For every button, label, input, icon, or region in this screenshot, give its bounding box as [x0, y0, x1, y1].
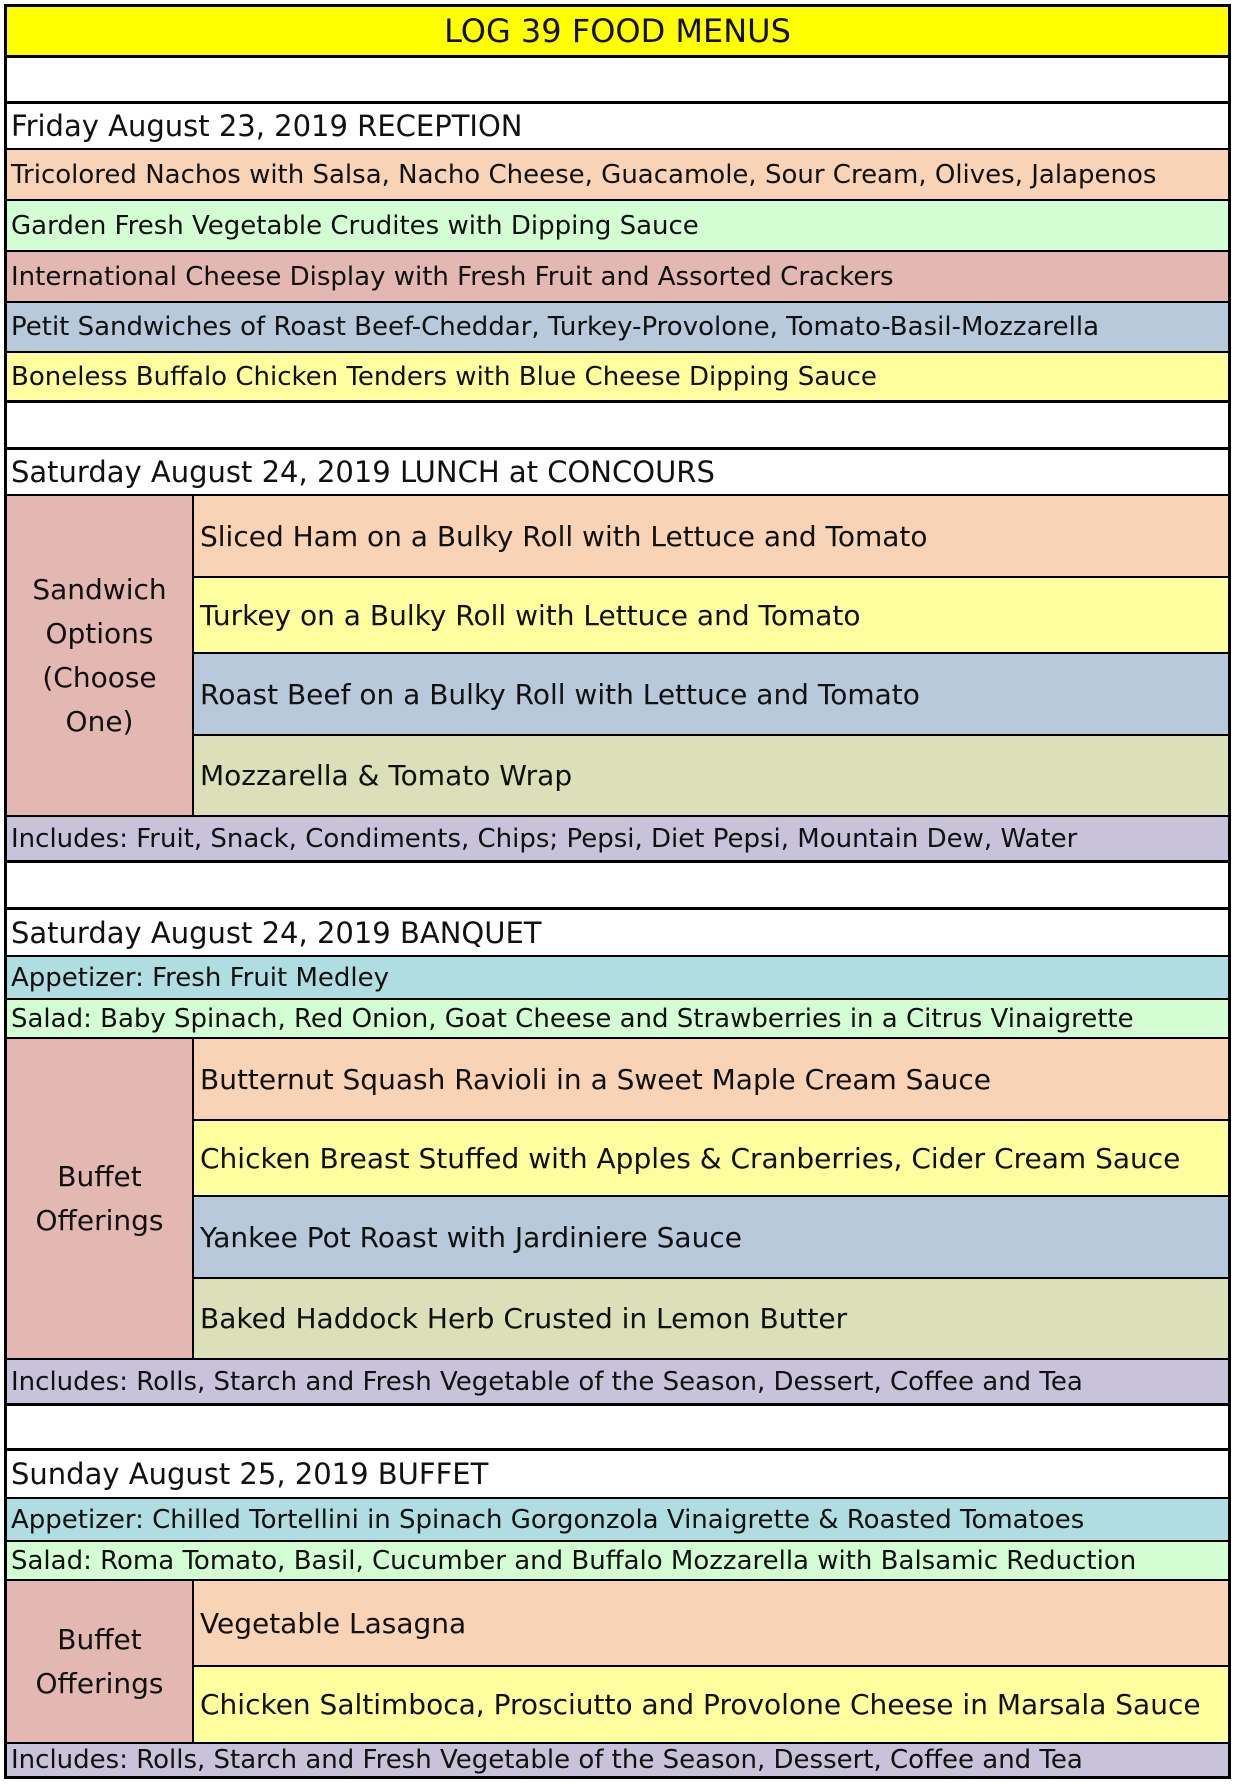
menu-item: International Cheese Display with Fresh Fruit and Assorted Crackers	[7, 252, 1228, 303]
option-item: Chicken Saltimboca, Prosciutto and Provolone Cheese in Marsala Sauce	[194, 1667, 1228, 1742]
option-item: Butternut Squash Ravioli in a Sweet Maple Cream Sauce	[194, 1039, 1228, 1121]
option-item: Roast Beef on a Bulky Roll with Lettuce and Tomato	[194, 654, 1228, 736]
section-heading-lunch: Saturday August 24, 2019 LUNCH at CONCOURS	[7, 450, 1228, 496]
group-items	[194, 496, 1228, 815]
group-label: Buffet Offerings	[7, 1581, 194, 1742]
option-item: Turkey on a Bulky Roll with Lettuce and Tomato	[194, 578, 1228, 654]
option-item: Baked Haddock Herb Crusted in Lemon Butter	[194, 1279, 1228, 1358]
section-heading-sunday: Sunday August 25, 2019 BUFFET	[7, 1451, 1228, 1499]
group-items	[194, 1581, 1228, 1742]
salad-row: Salad: Roma Tomato, Basil, Cucumber and Buffalo Mozzarella with Balsamic Reduction	[7, 1542, 1228, 1581]
page-title: LOG 39 FOOD MENUS	[7, 7, 1228, 58]
salad-row: Salad: Baby Spinach, Red Onion, Goat Cheese and Strawberries in a Citrus Vinaigrette	[7, 1000, 1228, 1039]
sandwich-options-group	[7, 496, 1228, 817]
appetizer-row: Appetizer: Fresh Fruit Medley	[7, 957, 1228, 1000]
spacer-row	[7, 1406, 1228, 1451]
option-item: Mozzarella & Tomato Wrap	[194, 736, 1228, 815]
option-item: Sliced Ham on a Bulky Roll with Lettuce and Tomato	[194, 496, 1228, 578]
includes-row: Includes: Fruit, Snack, Condiments, Chips; Pepsi, Diet Pepsi, Mountain Dew, Water	[7, 817, 1228, 863]
buffet-offerings-group	[7, 1039, 1228, 1360]
menu-item: Garden Fresh Vegetable Crudites with Dipping Sauce	[7, 201, 1228, 252]
option-item: Vegetable Lasagna	[194, 1581, 1228, 1667]
menu-item: Tricolored Nachos with Salsa, Nacho Cheese, Guacamole, Sour Cream, Olives, Jalapenos	[7, 150, 1228, 201]
section-heading-reception: Friday August 23, 2019 RECEPTION	[7, 104, 1228, 150]
option-item: Chicken Breast Stuffed with Apples & Cranberries, Cider Cream Sauce	[194, 1121, 1228, 1197]
menu-item: Petit Sandwiches of Roast Beef-Cheddar, Turkey-Provolone, Tomato-Basil-Mozzarella	[7, 303, 1228, 353]
option-item: Yankee Pot Roast with Jardiniere Sauce	[194, 1197, 1228, 1279]
menu-item: Boneless Buffalo Chicken Tenders with Blue Cheese Dipping Sauce	[7, 353, 1228, 403]
includes-row: Includes: Rolls, Starch and Fresh Vegetable of the Season, Dessert, Coffee and Tea	[7, 1360, 1228, 1406]
menu-sheet	[4, 4, 1231, 1779]
group-items	[194, 1039, 1228, 1358]
group-label: Buffet Offerings	[7, 1039, 194, 1358]
spacer-row	[7, 863, 1228, 910]
spacer-row	[7, 58, 1228, 104]
group-label: Sandwich Options (Choose One)	[7, 496, 194, 815]
appetizer-row: Appetizer: Chilled Tortellini in Spinach Gorgonzola Vinaigrette & Roasted Tomatoes	[7, 1499, 1228, 1542]
includes-row: Includes: Rolls, Starch and Fresh Vegetable of the Season, Dessert, Coffee and Tea	[7, 1744, 1228, 1776]
buffet-offerings-group	[7, 1581, 1228, 1744]
spacer-row	[7, 403, 1228, 450]
section-heading-banquet: Saturday August 24, 2019 BANQUET	[7, 910, 1228, 957]
